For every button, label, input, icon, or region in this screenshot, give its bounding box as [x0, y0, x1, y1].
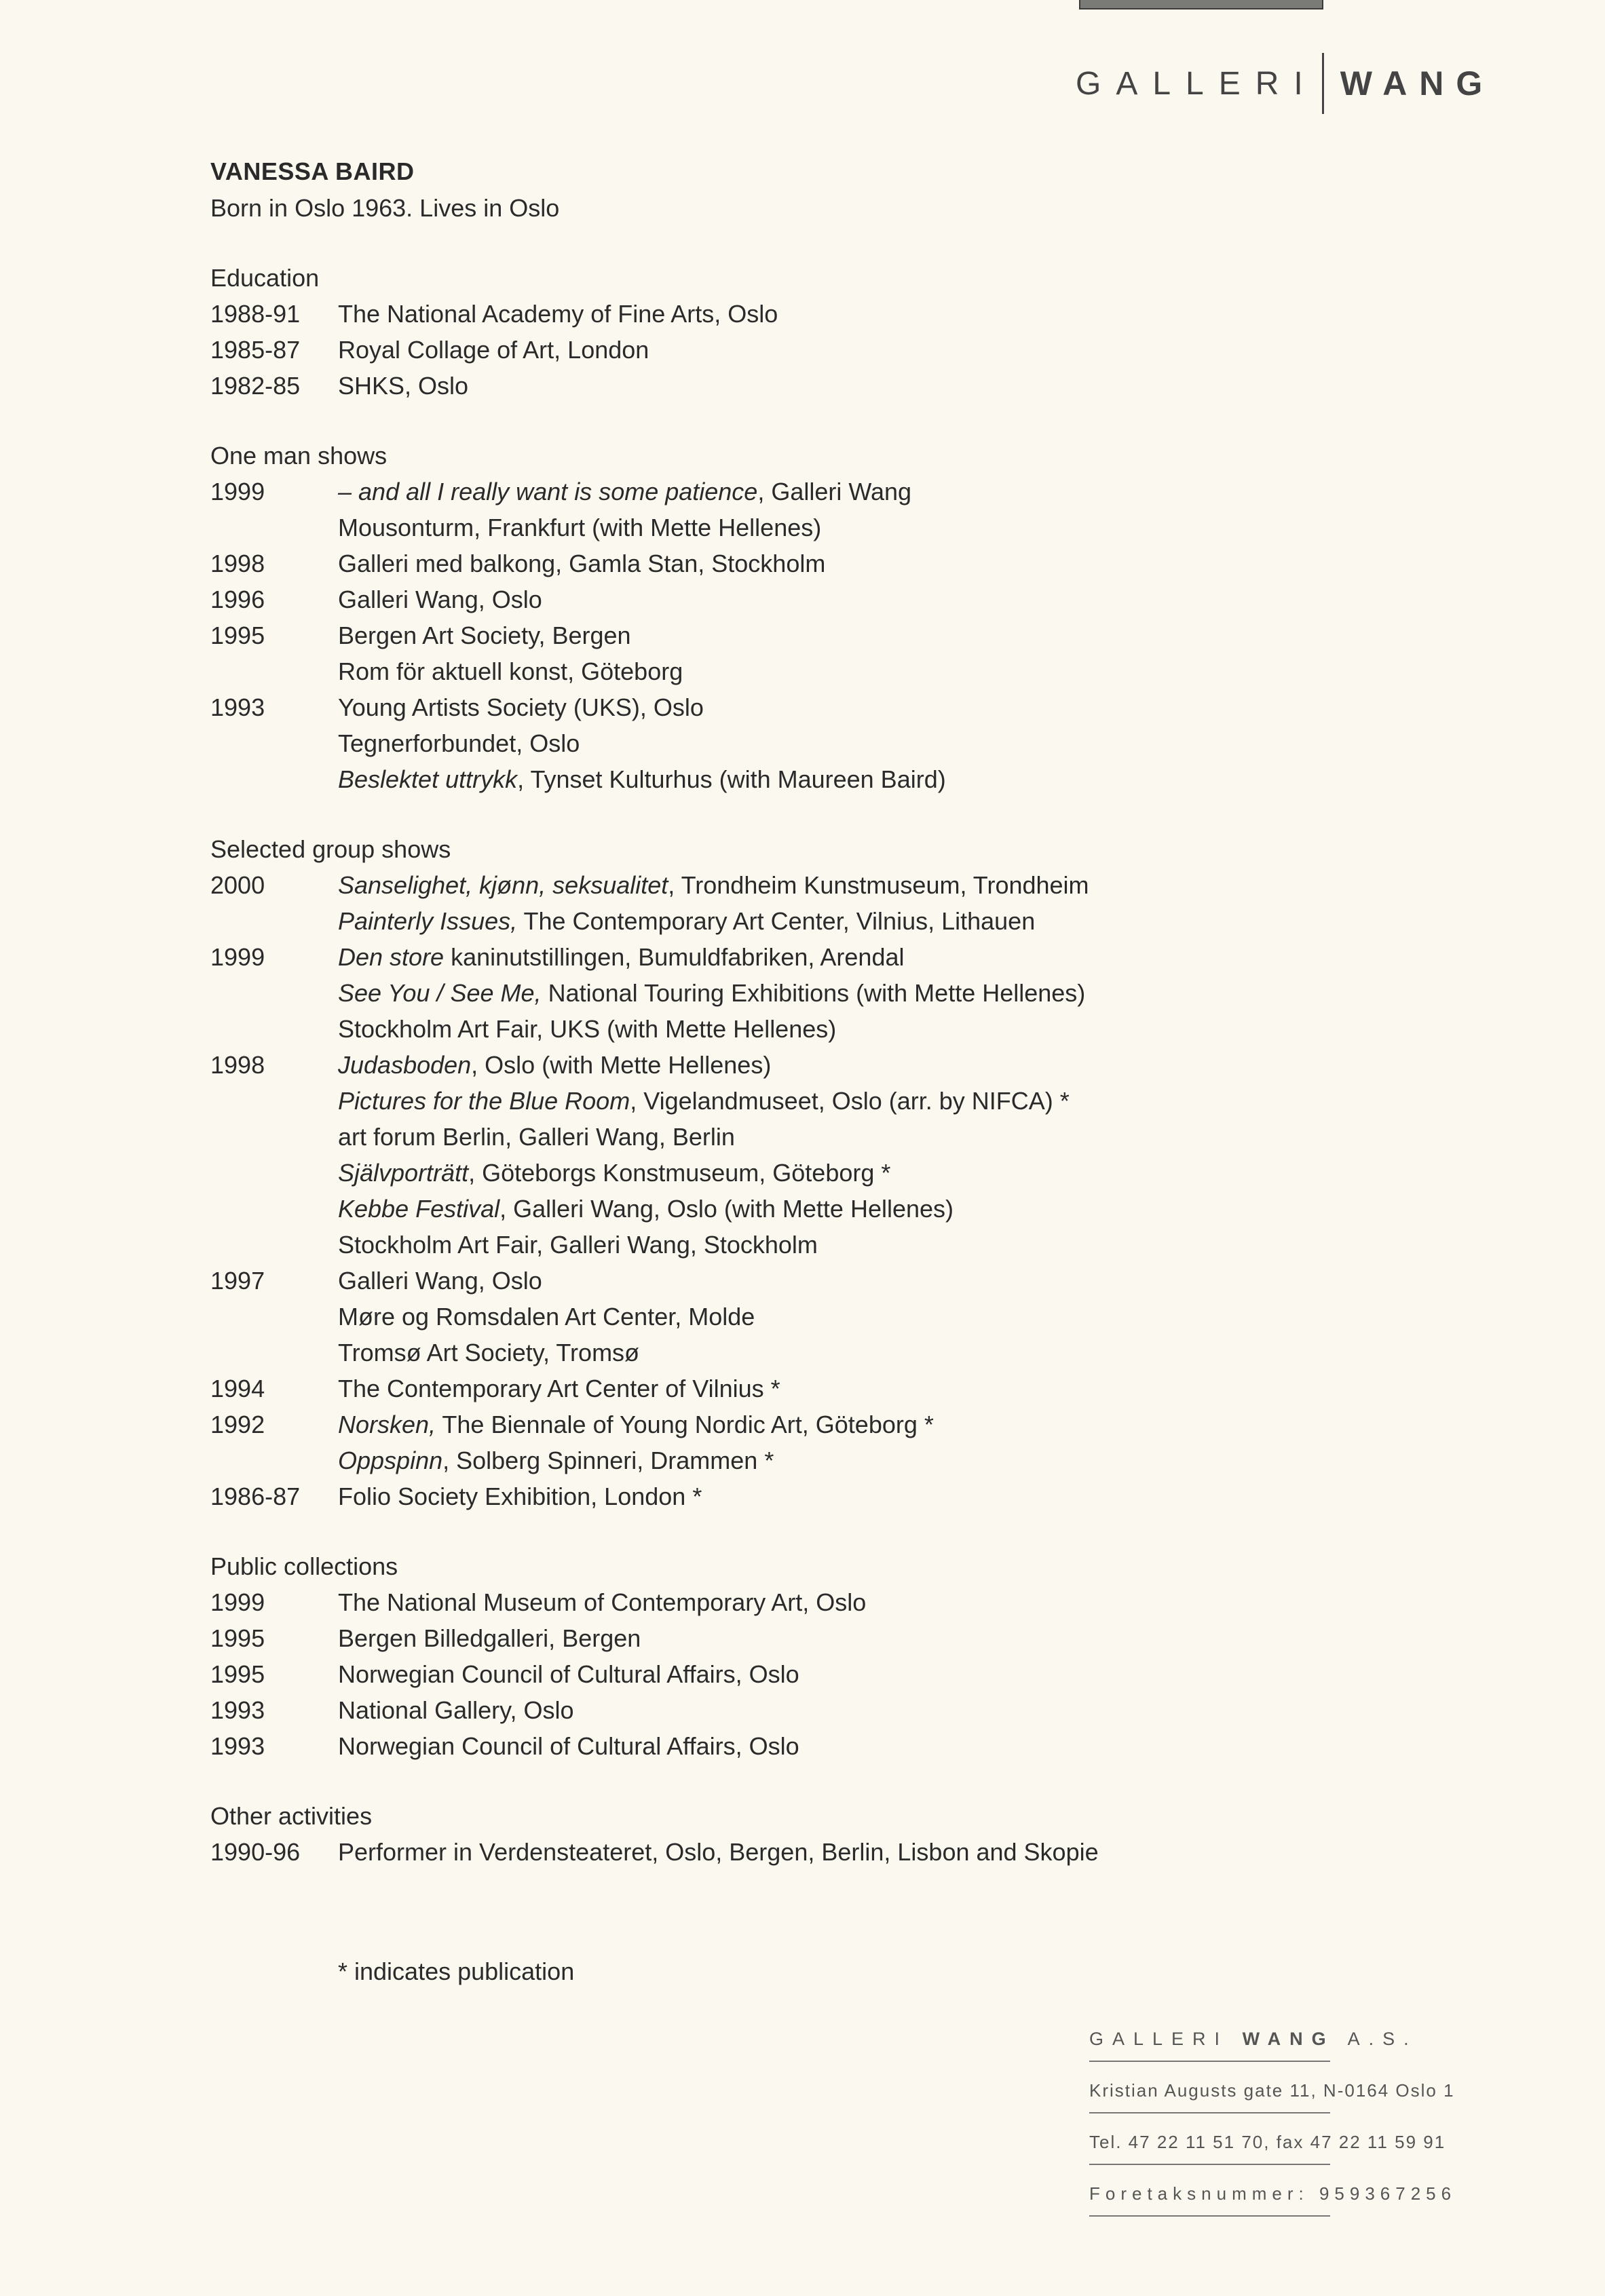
section-public-collections — [210, 1548, 1500, 1764]
cv-entry — [338, 1155, 890, 1191]
cv-entry-text: Stockholm Art Fair, Galleri Wang, Stockholm — [338, 1231, 818, 1259]
cv-entry — [338, 975, 1085, 1011]
cv-entry — [338, 1692, 573, 1728]
cv-year — [210, 1335, 338, 1371]
cv-year: 1999 — [210, 1588, 265, 1616]
footer-divider — [1089, 2164, 1330, 2165]
cv-entry-text: Rom för aktuell konst, Göteborg — [338, 657, 683, 685]
cv-row — [210, 1191, 1500, 1227]
section-heading: Public collections — [210, 1552, 398, 1580]
cv-entry-text: Tromsø Art Society, Tromsø — [338, 1339, 640, 1366]
cv-entry — [338, 474, 911, 510]
cv-entry-text: The Contemporary Art Center, Vilnius, Lithauen — [517, 907, 1036, 935]
cv-year: 1995 — [210, 621, 265, 649]
logo-divider — [1322, 53, 1324, 114]
cv-entry — [338, 725, 580, 761]
cv-row — [210, 581, 1500, 617]
cv-row — [210, 1155, 1500, 1191]
cv-entry-text: National Gallery, Oslo — [338, 1696, 574, 1724]
section-heading: Education — [210, 264, 320, 292]
cv-entry-text: Stockholm Art Fair, UKS (with Mette Hellenes) — [338, 1015, 837, 1043]
cv-entry-text: The National Academy of Fine Arts, Oslo — [338, 300, 778, 328]
cv-entry-title: Judasboden — [338, 1051, 472, 1079]
cv-entry-text: Folio Society Exhibition, London * — [338, 1482, 702, 1510]
footer-suffix: A.S. — [1347, 2029, 1418, 2049]
cv-year: 1993 — [210, 693, 265, 721]
cv-row — [210, 867, 1500, 903]
cv-row — [210, 761, 1500, 797]
cv-row — [210, 1620, 1500, 1656]
artist-name: VANESSA BAIRD — [210, 157, 415, 185]
section-heading: Other activities — [210, 1802, 373, 1830]
cv-entry — [338, 1119, 735, 1155]
cv-year: 1999 — [210, 478, 265, 505]
cv-entry — [338, 1371, 780, 1407]
cv-year — [210, 1191, 338, 1227]
cv-entry — [338, 1263, 542, 1299]
cv-entry-title: Pictures for the Blue Room — [338, 1087, 630, 1115]
section-heading: Selected group shows — [210, 835, 451, 863]
cv-row — [210, 1335, 1500, 1371]
cv-year: 1998 — [210, 1051, 265, 1079]
cv-year: 1992 — [210, 1411, 265, 1438]
cv-row — [210, 1371, 1500, 1407]
cv-entry-text: kaninutstillingen, Bumuldfabriken, Arendal — [444, 943, 905, 971]
cv-entry — [338, 1442, 774, 1478]
letterhead-footer — [1089, 2025, 1483, 2232]
cv-entry-text: art forum Berlin, Galleri Wang, Berlin — [338, 1123, 735, 1151]
cv-row — [210, 296, 1500, 332]
cv-entry — [338, 761, 946, 797]
cv-row — [210, 1299, 1500, 1335]
cv-year: 1995 — [210, 1660, 265, 1688]
cv-row — [210, 1407, 1500, 1442]
cv-row — [210, 1478, 1500, 1514]
cv-entry — [338, 1335, 639, 1371]
footer-phone: Tel. 47 22 11 51 70, fax 47 22 11 59 91 — [1089, 2132, 1446, 2152]
cv-row — [210, 1263, 1500, 1299]
cv-year — [210, 1442, 338, 1478]
cv-entry — [338, 653, 683, 689]
section-heading: One man shows — [210, 442, 388, 470]
cv-entry — [338, 1584, 866, 1620]
cv-entry — [338, 1656, 799, 1692]
cv-entry-text: The Contemporary Art Center of Vilnius * — [338, 1375, 780, 1402]
cv-entry-title: Självporträtt — [338, 1159, 469, 1187]
cv-entry-text: Møre og Romsdalen Art Center, Molde — [338, 1303, 755, 1331]
cv-entry-text: , Oslo (with Mette Hellenes) — [471, 1051, 772, 1079]
cv-year — [210, 725, 338, 761]
publication-note: * indicates publication — [338, 1957, 575, 1985]
cv-entry — [338, 1011, 836, 1047]
cv-year: 1982-85 — [210, 372, 301, 400]
cv-entry-title: – and all I really want is some patience — [338, 478, 758, 505]
cv-entry-text: , Trondheim Kunstmuseum, Trondheim — [668, 871, 1089, 899]
cv-year — [210, 903, 338, 939]
cv-row — [210, 1047, 1500, 1083]
cv-entry-title: Beslektet uttrykk — [338, 765, 518, 793]
cv-row — [210, 332, 1500, 368]
section-one-man-shows — [210, 438, 1500, 797]
cv-entry — [338, 1407, 934, 1442]
cv-year — [210, 1083, 338, 1119]
footer-divider — [1089, 2061, 1330, 2062]
cv-entry-text: Norwegian Council of Cultural Affairs, Oslo — [338, 1660, 799, 1688]
cv-entry-text: Galleri Wang, Oslo — [338, 1267, 542, 1295]
section-other-activities — [210, 1798, 1500, 1870]
cv-entry-text: Galleri Wang, Oslo — [338, 586, 542, 613]
cv-year: 1988-91 — [210, 300, 301, 328]
cv-year: 1990-96 — [210, 1838, 301, 1866]
cv-entry — [338, 617, 631, 653]
footer-company-name — [1089, 2025, 1483, 2052]
footer-divider — [1089, 2112, 1330, 2113]
footer-wang: WANG — [1242, 2029, 1335, 2049]
cv-row — [210, 903, 1500, 939]
cv-year: 1994 — [210, 1375, 265, 1402]
cv-entry — [338, 546, 825, 581]
footer-org-number: Foretaksnummer: 959367256 — [1089, 2183, 1457, 2204]
cv-entry-text: , Vigelandmuseet, Oslo (arr. by NIFCA) * — [630, 1087, 1070, 1115]
cv-entry-text: , Galleri Wang, Oslo (with Mette Hellenes) — [499, 1195, 954, 1223]
cv-entry — [338, 1728, 799, 1764]
section-group-shows — [210, 831, 1500, 1514]
cv-entry — [338, 1047, 771, 1083]
cv-entry-text: Bergen Art Society, Bergen — [338, 621, 631, 649]
cv-row — [210, 1692, 1500, 1728]
cv-row — [210, 1834, 1500, 1870]
artist-born: Born in Oslo 1963. Lives in Oslo — [210, 194, 560, 222]
cv-entry — [338, 1299, 755, 1335]
cv-year — [210, 653, 338, 689]
cv-entry-text: Mousonturm, Frankfurt (with Mette Hellenes) — [338, 514, 822, 541]
cv-entry-title: Painterly Issues, — [338, 907, 518, 935]
gallery-logo — [1076, 53, 1494, 114]
cv-entry — [338, 1620, 641, 1656]
cv-year: 1999 — [210, 943, 265, 971]
cv-year — [210, 1011, 338, 1047]
cv-entry-text: Norwegian Council of Cultural Affairs, Oslo — [338, 1732, 799, 1760]
cv-year — [210, 975, 338, 1011]
cv-entry — [338, 1834, 1099, 1870]
section-education — [210, 260, 1500, 404]
cv-entry — [338, 1083, 1070, 1119]
cv-row — [210, 510, 1500, 546]
cv-entry-text: SHKS, Oslo — [338, 372, 469, 400]
cv-row — [210, 1656, 1500, 1692]
cv-entry-text: Royal Collage of Art, London — [338, 336, 649, 364]
cv-row — [210, 689, 1500, 725]
cv-entry — [338, 903, 1035, 939]
cv-row — [210, 1227, 1500, 1263]
cv-entry-title: Norsken, — [338, 1411, 436, 1438]
footer-divider — [1089, 2215, 1330, 2217]
cv-entry — [338, 510, 821, 546]
cv-entry — [338, 368, 468, 404]
cv-entry-title: Sanselighet, kjønn, seksualitet — [338, 871, 668, 899]
cv-year — [210, 1299, 338, 1335]
cv-entry — [338, 689, 704, 725]
cv-year: 1993 — [210, 1696, 265, 1724]
cv-content — [210, 153, 1500, 1870]
cv-entry — [338, 296, 778, 332]
cv-row — [210, 725, 1500, 761]
logo-wang-text: WANG — [1340, 64, 1495, 102]
cv-year: 1993 — [210, 1732, 265, 1760]
cv-entry — [338, 581, 542, 617]
cv-year — [210, 761, 338, 797]
cv-entry-text: Young Artists Society (UKS), Oslo — [338, 693, 704, 721]
cv-row — [210, 1728, 1500, 1764]
cv-year — [210, 1227, 338, 1263]
cv-year: 1998 — [210, 550, 265, 577]
cv-entry — [338, 939, 905, 975]
cv-row — [210, 975, 1500, 1011]
cv-entry — [338, 867, 1089, 903]
cv-entry-text: Bergen Billedgalleri, Bergen — [338, 1624, 641, 1652]
cv-row — [210, 617, 1500, 653]
cv-entry-text: Performer in Verdensteateret, Oslo, Bergen, Berlin, Lisbon and Skopie — [338, 1838, 1099, 1866]
cv-year: 1996 — [210, 586, 265, 613]
cv-entry-text: , Galleri Wang — [757, 478, 912, 505]
cv-year — [210, 1155, 338, 1191]
cv-entry-text: The National Museum of Contemporary Art, Oslo — [338, 1588, 867, 1616]
cv-year: 1986-87 — [210, 1482, 301, 1510]
cv-entry-text: , Solberg Spinneri, Drammen * — [442, 1447, 774, 1474]
cv-entry-title: Den store — [338, 943, 445, 971]
cv-row — [210, 939, 1500, 975]
cv-entry-title: Oppspinn — [338, 1447, 443, 1474]
cv-year: 1995 — [210, 1624, 265, 1652]
cv-entry-text: Tegnerforbundet, Oslo — [338, 729, 580, 757]
cv-row — [210, 653, 1500, 689]
cv-entry-title: See You / See Me, — [338, 979, 542, 1007]
cv-row — [210, 368, 1500, 404]
cv-row — [210, 1011, 1500, 1047]
cv-row — [210, 1119, 1500, 1155]
cv-entry — [338, 1191, 953, 1227]
cv-entry — [338, 1478, 702, 1514]
cv-entry-title: Kebbe Festival — [338, 1195, 500, 1223]
cv-year — [210, 1119, 338, 1155]
cv-year: 1997 — [210, 1267, 265, 1295]
cv-year — [210, 510, 338, 546]
cv-entry-text: Galleri med balkong, Gamla Stan, Stockholm — [338, 550, 826, 577]
cv-year: 2000 — [210, 871, 265, 899]
cv-row — [210, 1584, 1500, 1620]
cv-row — [210, 1083, 1500, 1119]
cv-entry-text: , Göteborgs Konstmuseum, Göteborg * — [468, 1159, 891, 1187]
footer-address: Kristian Augusts gate 11, N-0164 Oslo 1 — [1089, 2080, 1455, 2101]
cv-row — [210, 474, 1500, 510]
cv-entry-text: The Biennale of Young Nordic Art, Göteborg * — [436, 1411, 934, 1438]
cv-row — [210, 1442, 1500, 1478]
cv-entry — [338, 1227, 818, 1263]
logo-galleri-text: GALLERI — [1076, 65, 1318, 102]
cv-entry-text: , Tynset Kulturhus (with Maureen Baird) — [517, 765, 946, 793]
cv-entry-text: National Touring Exhibitions (with Mette Hellenes) — [541, 979, 1086, 1007]
cv-year: 1985-87 — [210, 336, 301, 364]
cv-entry — [338, 332, 649, 368]
cv-row — [210, 546, 1500, 581]
top-edge-bar — [1079, 0, 1323, 9]
footer-galleri: GALLERI — [1089, 2029, 1229, 2049]
